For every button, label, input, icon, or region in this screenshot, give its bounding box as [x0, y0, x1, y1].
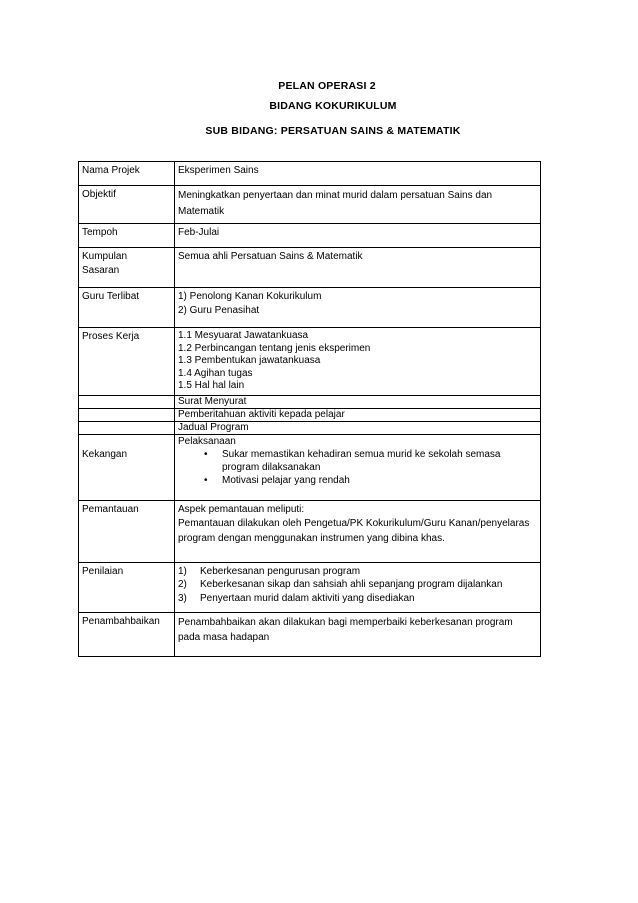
row-value — [175, 288, 541, 328]
table-row — [79, 224, 541, 248]
row-value — [175, 434, 541, 500]
list-number: 3) — [178, 592, 187, 604]
list-item: 1) Penolong Kanan Kokurikulum — [178, 291, 322, 302]
row-value: Pemberitahuan aktiviti kepada pelajar — [175, 408, 541, 421]
label-text: Kekangan — [82, 448, 128, 460]
doc-title: PELAN OPERASI 2 — [278, 80, 376, 92]
list-item — [178, 565, 537, 579]
table-row — [79, 500, 541, 562]
row-label: Objektif — [79, 186, 175, 224]
row-value: Penambahbaikan akan dilakukan bagi memperbaiki keberkesanan program pada masa hadapan — [175, 612, 541, 656]
list-item-text: Motivasi pelajar yang rendah — [222, 474, 350, 486]
row-label: Penilaian — [79, 562, 175, 612]
row-label: Pemantauan — [79, 500, 175, 562]
table-row — [79, 328, 541, 396]
doc-sub-bidang: SUB BIDANG: PERSATUAN SAINS & MATEMATIK — [205, 125, 461, 137]
list-item: 1.2 Perbincangan tentang jenis eksperimen — [178, 342, 371, 354]
row-text: Pemantauan dilakukan oleh Pengetua/PK Kokurikulum/Guru Kanan/penyelaras program dengan menggunakan instrumen yang dibina khas. — [178, 518, 530, 544]
row-value: Eksperimen Sains — [175, 162, 541, 186]
row-label: Nama Projek — [79, 162, 175, 186]
empty-cell — [79, 421, 175, 434]
row-label: Proses Kerja — [79, 328, 175, 396]
list-item: 1.4 Agihan tugas — [178, 367, 253, 379]
plan-table — [78, 161, 541, 657]
doc-subtitle: BIDANG KOKURIKULUM — [269, 100, 397, 112]
table-row — [79, 421, 541, 434]
row-value: Jadual Program — [175, 421, 541, 434]
label-line: Sasaran — [82, 265, 120, 276]
list-item — [178, 578, 537, 592]
list-item-text: Penyertaan murid dalam aktiviti yang disediakan — [200, 592, 415, 604]
row-value: Feb-Julai — [175, 224, 541, 248]
table-row — [79, 162, 541, 186]
row-label: Guru Terlibat — [79, 288, 175, 328]
list-item: 1.5 Hal hal lain — [178, 380, 245, 391]
row-value — [175, 328, 541, 396]
row-text: Aspek pemantauan meliputi: — [178, 503, 305, 515]
row-label — [79, 434, 175, 500]
list-item: 1.3 Pembentukan jawatankuasa — [178, 355, 321, 366]
row-value — [175, 500, 541, 562]
empty-cell — [79, 395, 175, 408]
row-value — [175, 562, 541, 612]
bullet-dot-icon: • — [204, 448, 208, 460]
list-item — [178, 448, 537, 474]
list-item-text: Keberkesanan pengurusan program — [200, 565, 361, 577]
list-item: Pelaksanaan — [178, 435, 236, 447]
table-row — [79, 434, 541, 500]
row-value: Surat Menyurat — [175, 395, 541, 408]
row-label: Penambahbaikan — [79, 612, 175, 656]
row-value: Meningkatkan penyertaan dan minat murid dalam persatuan Sains dan Matematik — [175, 186, 541, 224]
table-row — [79, 395, 541, 408]
row-label — [79, 248, 175, 288]
label-line: Kumpulan — [82, 251, 128, 262]
list-item — [178, 592, 537, 606]
empty-cell — [79, 408, 175, 421]
list-number: 1) — [178, 565, 187, 577]
row-label: Tempoh — [79, 224, 175, 248]
table-row — [79, 186, 541, 224]
list-item-text: Sukar memastikan kehadiran semua murid ke sekolah semasa program dilaksanakan — [222, 448, 501, 473]
table-row — [79, 408, 541, 421]
bullet-dot-icon: • — [204, 474, 208, 486]
list-item — [178, 474, 537, 487]
list-item: 2) Guru Penasihat — [178, 305, 260, 316]
list-item: 1.1 Mesyuarat Jawatankuasa — [178, 330, 309, 341]
table-row — [79, 248, 541, 288]
table-row — [79, 612, 541, 656]
list-number: 2) — [178, 579, 187, 590]
row-value: Semua ahli Persatuan Sains & Matematik — [175, 248, 541, 288]
list-item-text: Keberkesanan sikap dan sahsiah ahli sepanjang program dijalankan — [200, 579, 503, 590]
table-row — [79, 288, 541, 328]
table-row — [79, 562, 541, 612]
